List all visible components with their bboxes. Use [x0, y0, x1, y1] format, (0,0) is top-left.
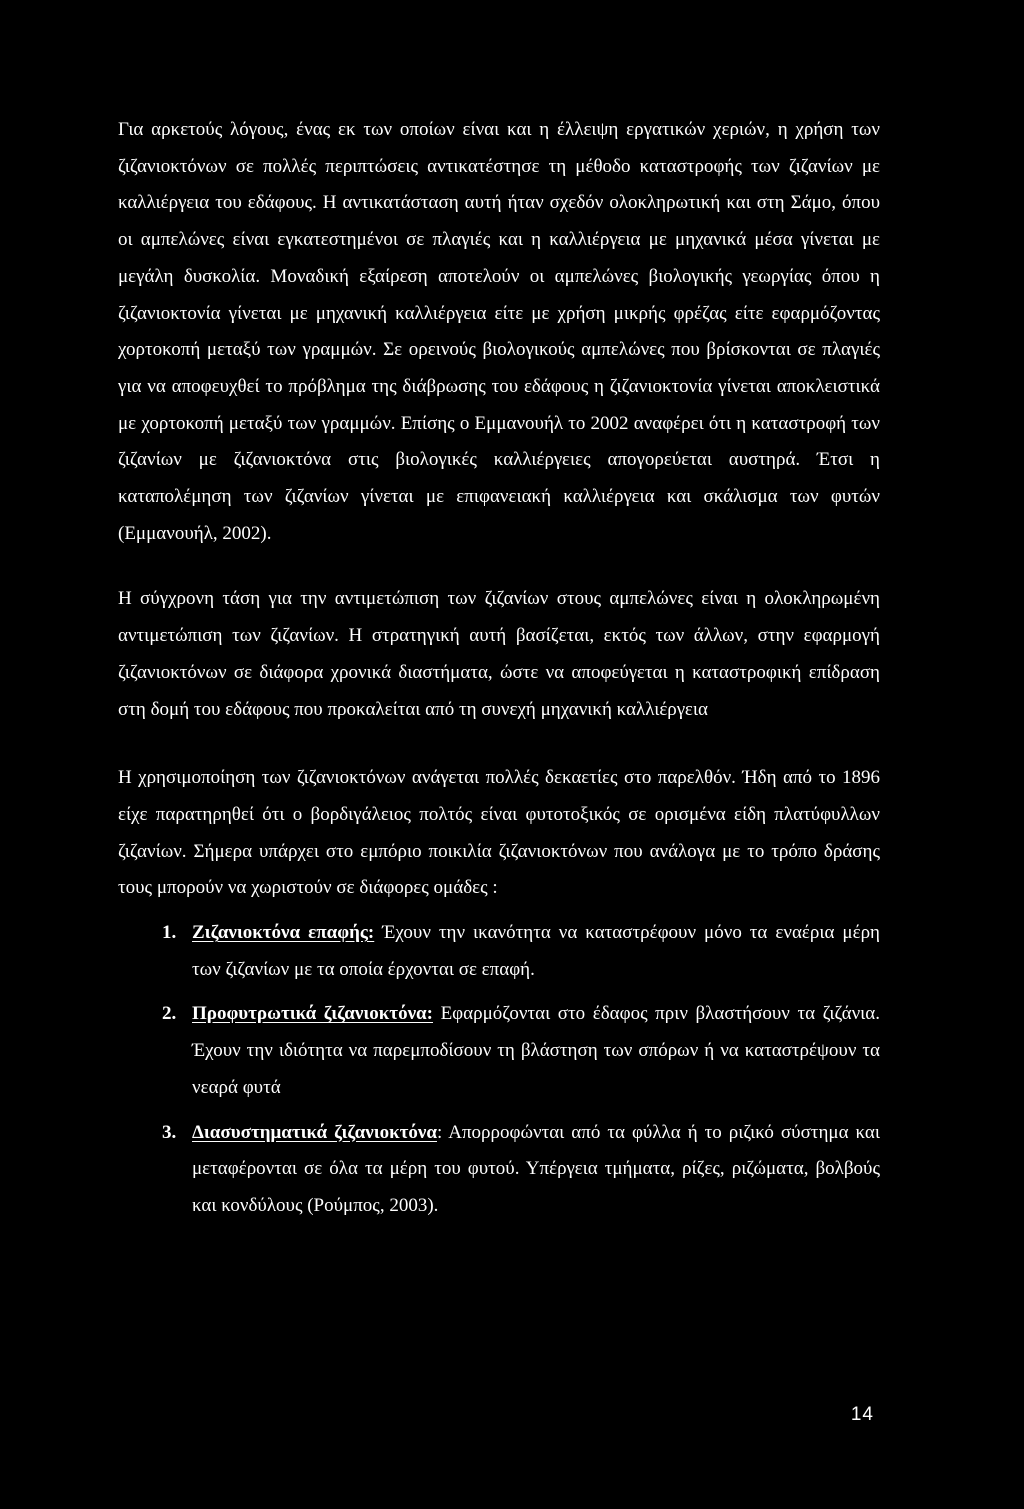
list-item-number: 3.: [162, 1121, 177, 1143]
list-item-text: Έχουν την ικανότητα να καταστρέφουν μόνο τα εναέρια μέρη των ζιζανίων με τα οποία έρχονται σε επαφή.: [192, 922, 880, 980]
document-page: [118, 112, 880, 1233]
list-item-term: Προφυτρωτικά ζιζανιοκτόνα:: [192, 1003, 433, 1025]
paragraph-integrated-management: Η σύγχρονη τάση για την αντιμετώπιση των ζιζανίων στους αμπελώνες είναι η ολοκληρωμένη αντιμετώπιση των ζιζανίων. Η στρατηγική αυτή βασίζεται, εκτός των άλλων, στην εφαρμογή ζιζανιοκτόνων σε διάφορα χρονικά διαστήματα, ώστε να αποφεύγεται η καταστροφική επίδραση στη δομή του εδάφους που προκαλείται από τη συνεχή μηχανική καλλιέργεια: [118, 588, 880, 720]
paragraph-herbicide-history: Η χρησιμοποίηση των ζιζανιοκτόνων ανάγεται πολλές δεκαετίες στο παρελθόν. Ήδη από το 1896 είχε παρατηρηθεί ότι ο βορδιγάλειος πολτός είναι φυτοτοξικός σε ορισμένα είδη πλατύφυλλων ζιζανίων. Σήμερα υπάρχει στο εμπόριο ποικιλία ζιζανιοκτόνων που ανάλογα με το τρόπο δράσης τους μπορούν να χωριστούν σε διάφορες ομάδες :: [118, 767, 880, 899]
paragraph-weed-control-samos: Για αρκετούς λόγους, ένας εκ των οποίων είναι και η έλλειψη εργατικών χεριών, η χρήση των ζιζανιοκτόνων σε πολλές περιπτώσεις αντικατέστησε τη μέθοδο καταστροφής των ζιζανίων με καλλιέργεια του εδάφους. Η αντικατάσταση αυτή ήταν σχεδόν ολοκληρωτική και στη Σάμο, όπου οι αμπελώνες είναι εγκατεστημένοι σε πλαγιές και η καλλιέργεια με μηχανικά μέσα γίνεται με μεγάλη δυσκολία. Μοναδική εξαίρεση αποτελούν οι αμπελώνες βιολογικής γεωργίας όπου η ζιζανιοκτονία γίνεται με μηχανική καλλιέργεια είτε με χρήση μικρής φρέζας είτε εφαρμόζοντας χορτοκοπή μεταξύ των γραμμών. Σε ορεινούς βιολογικούς αμπελώνες που βρίσκονται σε πλαγιές για να αποφευχθεί το πρόβλημα της διάβρωσης του εδάφους η ζιζανιοκτονία γίνεται αποκλειστικά με χορτοκοπή μεταξύ των γραμμών. Επίσης ο Εμμανουήλ το 2002 αναφέρει ότι η καταστροφή των ζιζανίων με ζιζανιοκτόνα στις βιολογικές καλλιέργειες απογορεύεται αυστηρά. Έτσι η καταπολέμηση των ζιζανίων γίνεται με επιφανειακή καλλιέργεια και σκάλισμα των φυτών (Εμμανουήλ, 2002).: [118, 119, 880, 544]
page-number: 14: [850, 1404, 874, 1425]
list-item-term: Ζιζανιοκτόνα επαφής:: [192, 922, 375, 944]
list-item: [118, 1115, 880, 1225]
herbicide-groups-list: [118, 915, 880, 1225]
list-item-number: 2.: [162, 1003, 177, 1025]
list-item-text: Εφαρμόζονται στο έδαφος πριν βλαστήσουν τα ζιζάνια. Έχουν την ιδιότητα να παρεμποδίσουν τη βλάστηση των σπόρων ή να καταστρέψουν τα νεαρά φυτά: [192, 1003, 880, 1098]
list-item-term: Διασυστηματικά ζιζανιοκτόνα: [192, 1121, 437, 1143]
list-item-text: : Απορροφώνται από τα φύλλα ή το ριζικό σύστημα και μεταφέρονται σε όλα τα μέρη του φυτού. Υπέργεια τμήματα, ρίζες, ριζώματα, βολβούς και κονδύλους (Ρούμπος, 2003).: [192, 1121, 881, 1216]
list-item-number: 1.: [162, 922, 177, 944]
list-item: [118, 996, 880, 1106]
list-item: [118, 915, 880, 988]
